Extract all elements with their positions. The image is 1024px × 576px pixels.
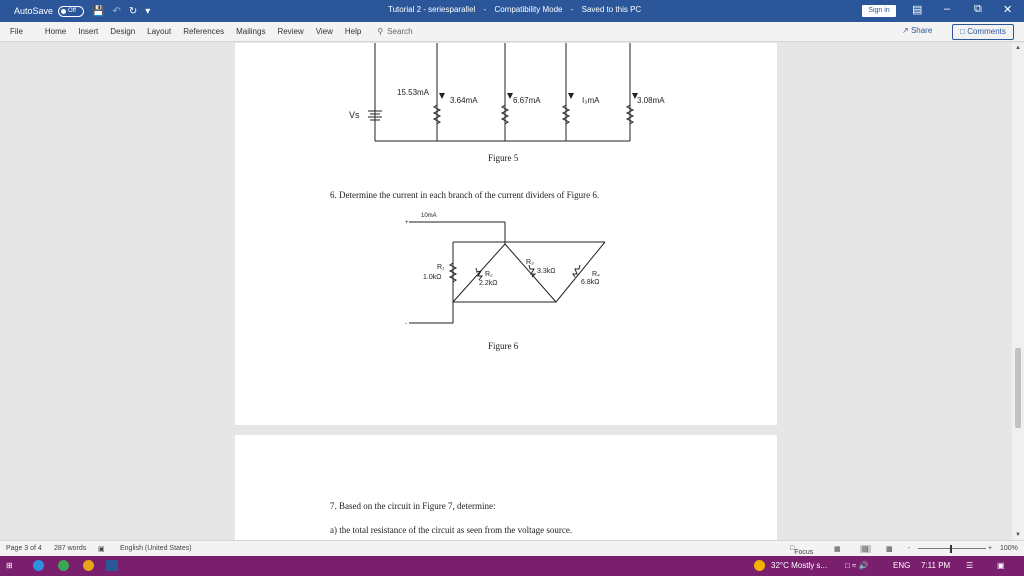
fig6-r2-value: 2.2kΩ xyxy=(479,280,498,287)
fig5-total-current: 15.53mA xyxy=(397,88,430,97)
tab-view[interactable]: View xyxy=(315,27,333,36)
tab-help[interactable]: Help xyxy=(344,27,362,36)
page-count[interactable]: Page 3 of 4 xyxy=(6,545,42,552)
system-tray-icons[interactable]: □ ≈ 🔊 xyxy=(845,561,869,570)
figure-6-caption: Figure 6 xyxy=(488,341,519,351)
ribbon-display-icon[interactable]: ▤ xyxy=(912,4,923,16)
sign-in-button[interactable]: Sign in xyxy=(862,5,896,17)
fig6-r4-value: 6.8kΩ xyxy=(581,279,600,286)
undo-icon[interactable]: ↶ xyxy=(112,5,121,17)
fig6-r3-value: 3.3kΩ xyxy=(537,268,556,275)
weather-icon xyxy=(754,560,765,571)
focus-label: Focus xyxy=(794,549,814,556)
zoom-slider[interactable] xyxy=(918,548,986,549)
scroll-down-icon[interactable]: ▼ xyxy=(1015,532,1021,538)
word-count[interactable]: 287 words xyxy=(54,545,87,552)
tab-insert[interactable]: Insert xyxy=(78,27,99,36)
tab-review[interactable]: Review xyxy=(277,27,304,36)
notification-icon[interactable]: ☰ xyxy=(966,561,974,570)
fig6-r4-name: R₄ xyxy=(592,271,600,278)
fig5-vs-label: Vs xyxy=(349,110,360,120)
fig6-plus-terminal: + xyxy=(405,220,409,226)
fig6-r1-name: R₁ xyxy=(437,264,445,271)
fig6-minus-terminal: - xyxy=(405,321,407,327)
fig6-r1-value: 1.0kΩ xyxy=(423,274,442,281)
comments-label: Comments xyxy=(967,27,1006,36)
question-7-text: 7. Based on the circuit in Figure 7, determine: xyxy=(330,501,496,511)
focus-mode-button[interactable]: □ Focus xyxy=(790,545,814,556)
word-taskbar-icon[interactable] xyxy=(106,560,118,571)
search-label: Search xyxy=(387,27,413,36)
arrow-branch-1 xyxy=(439,93,445,99)
doc-name: Tutorial 2 - seriesparallel xyxy=(388,5,476,14)
fig6-r2-name: R₂ xyxy=(485,271,493,278)
save-icon[interactable]: 💾 xyxy=(92,5,105,17)
document-canvas[interactable] xyxy=(0,43,1012,540)
compatibility-mode: Compatibility Mode xyxy=(494,5,563,14)
chrome-icon[interactable] xyxy=(83,560,94,571)
edge-icon[interactable] xyxy=(33,560,44,571)
restore-icon[interactable]: ⧉ xyxy=(974,3,982,15)
clock-time[interactable]: 7:11 PM xyxy=(921,561,951,570)
windows-start-icon[interactable]: ⊞ xyxy=(6,561,13,570)
search-box[interactable] xyxy=(377,27,412,36)
toggle-dot xyxy=(61,9,66,14)
language-status[interactable]: English (United States) xyxy=(120,545,192,552)
print-layout-icon[interactable]: ▤ xyxy=(862,546,869,553)
title-separator: - xyxy=(483,5,487,14)
search-icon: ⚲ xyxy=(377,27,384,36)
scroll-up-icon[interactable]: ▲ xyxy=(1015,45,1021,51)
proofing-icon[interactable]: ▣ xyxy=(98,546,105,553)
tab-references[interactable]: References xyxy=(183,27,225,36)
share-button[interactable]: ↗ Share xyxy=(902,26,933,35)
zoom-slider-knob[interactable] xyxy=(950,545,952,553)
tab-file[interactable]: File xyxy=(10,27,23,36)
share-label: Share xyxy=(910,26,933,35)
browser-icon[interactable] xyxy=(58,560,69,571)
comments-button[interactable]: □ Comments xyxy=(952,24,1014,40)
figure-5-caption: Figure 5 xyxy=(488,153,519,163)
tab-layout[interactable]: Layout xyxy=(147,27,172,36)
document-page-next[interactable] xyxy=(235,435,777,540)
zoom-in-icon[interactable]: + xyxy=(988,545,993,552)
tab-design[interactable]: Design xyxy=(110,27,136,36)
question-7-part-a: a) the total resistance of the circuit as seen from the voltage source. xyxy=(330,525,573,535)
fig6-source-current: 10mA xyxy=(421,213,437,219)
window-title xyxy=(388,5,647,14)
tab-mailings[interactable]: Mailings xyxy=(236,27,266,36)
customize-toolbar-icon[interactable]: ▾ xyxy=(145,5,151,17)
close-icon[interactable]: ✕ xyxy=(1003,4,1013,16)
figure-6-circuit xyxy=(235,205,777,345)
input-language[interactable]: ENG xyxy=(893,561,911,570)
web-layout-icon[interactable]: ▩ xyxy=(886,546,893,553)
question-6-text: 6. Determine the current in each branch of the current dividers of Figure 6. xyxy=(330,190,600,200)
action-center-icon[interactable]: ▣ xyxy=(997,561,1005,570)
title-separator-2: - xyxy=(570,5,574,14)
windows-taskbar xyxy=(0,556,1024,576)
minimize-icon[interactable]: – xyxy=(944,3,951,15)
scroll-thumb[interactable] xyxy=(1015,348,1021,428)
fig5-branch-current-1: 3.64mA xyxy=(450,96,478,105)
autosave-toggle[interactable] xyxy=(58,6,84,17)
document-page[interactable] xyxy=(235,43,777,425)
tab-home[interactable]: Home xyxy=(44,27,67,36)
fig6-r3-name: R₃ xyxy=(526,259,534,266)
zoom-level[interactable]: 100% xyxy=(1000,545,1018,552)
fig5-branch-current-3: I₃mA xyxy=(582,96,600,105)
zoom-out-icon[interactable]: - xyxy=(908,545,911,552)
weather-text[interactable]: 32°C Mostly s... xyxy=(771,561,828,570)
save-status: Saved to this PC xyxy=(581,5,642,14)
fig5-branch-current-4: 3.08mA xyxy=(637,96,665,105)
autosave-state: Off xyxy=(68,8,76,14)
title-bar xyxy=(0,0,1024,22)
status-bar xyxy=(0,540,1024,556)
arrow-branch-3 xyxy=(568,93,574,99)
fig5-branch-current-2: 6.67mA xyxy=(513,96,541,105)
ribbon-tabs xyxy=(0,22,1024,42)
read-mode-icon[interactable]: ▦ xyxy=(834,546,841,553)
vertical-scrollbar[interactable] xyxy=(1012,43,1024,540)
autosave-label: AutoSave xyxy=(14,6,54,16)
redo-icon[interactable]: ↻ xyxy=(128,5,138,17)
